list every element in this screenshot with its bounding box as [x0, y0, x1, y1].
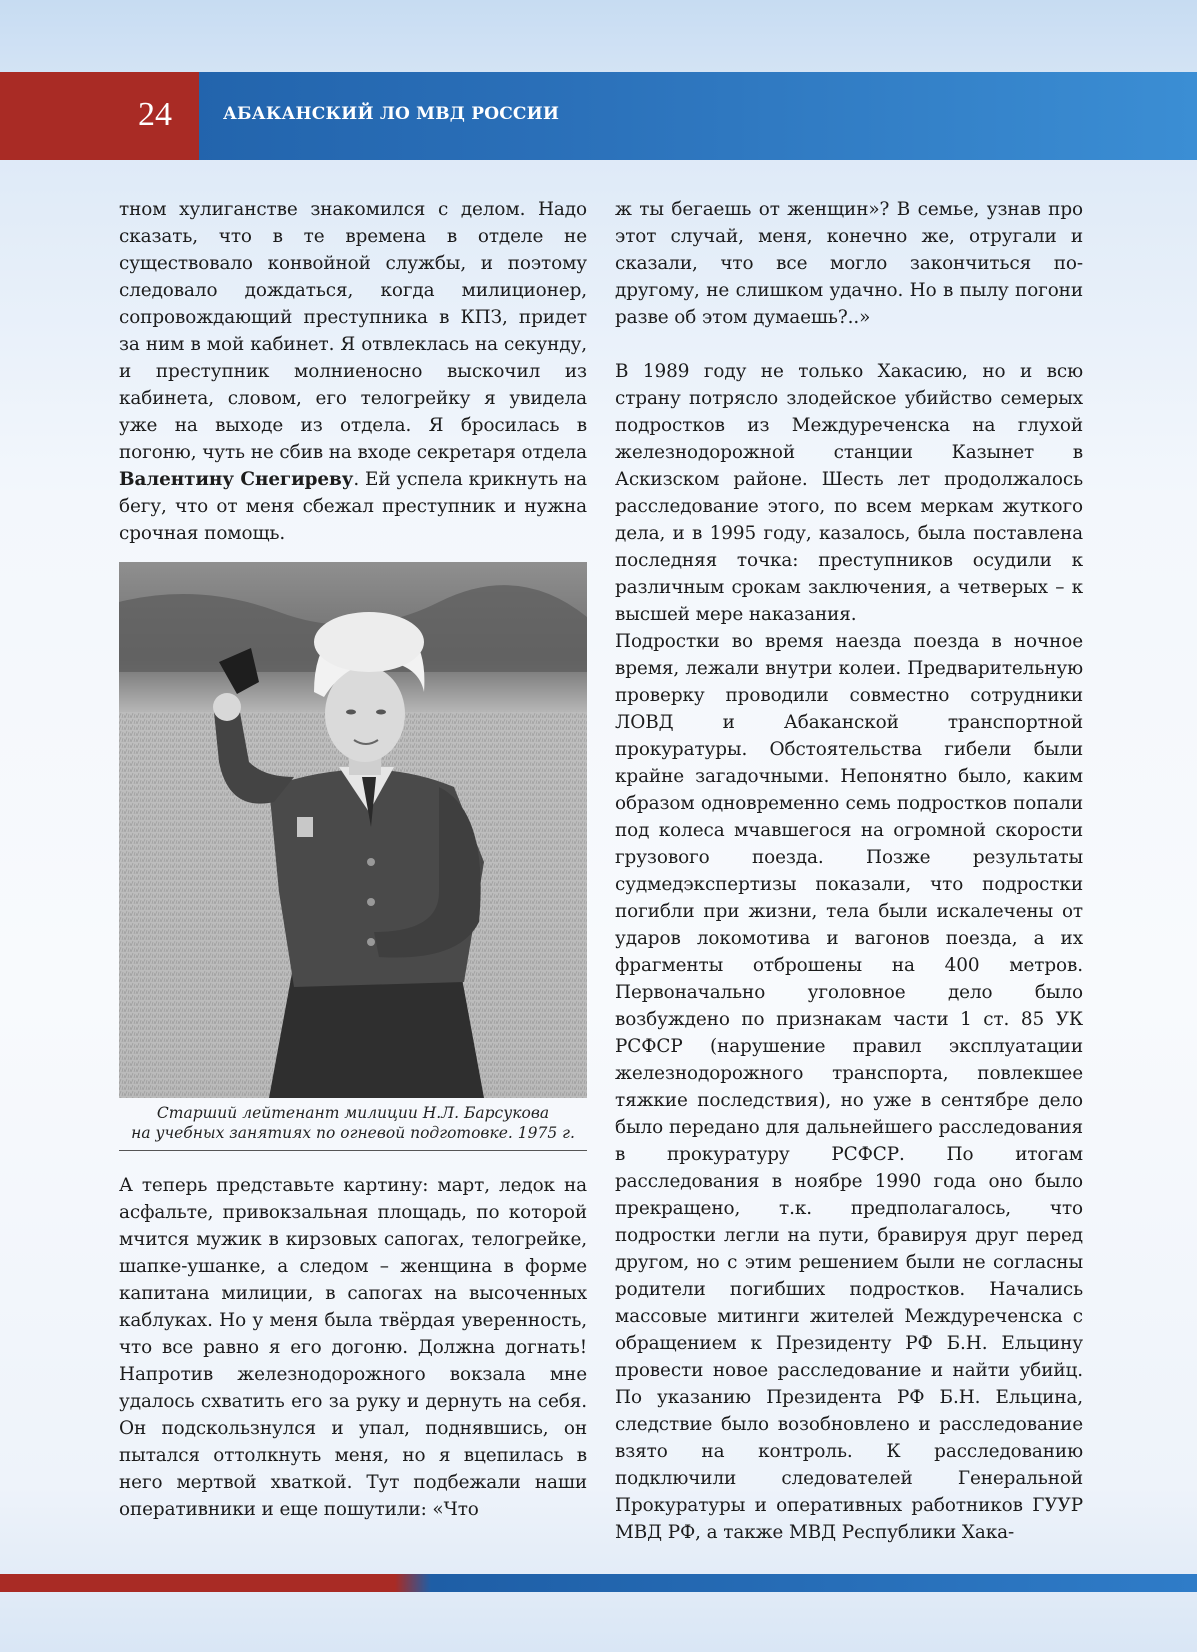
caption-divider: [119, 1150, 587, 1151]
article-paragraph: ж ты бегаешь от женщин»? В семье, узнав про этот случай, меня, конечно же, отругали и сказали, что все могло закончиться по-другому, не слишком удачно. Но в пылу погони разве об этом думаешь?..»: [615, 199, 1083, 328]
paragraph-gap: [615, 331, 1083, 358]
page-number: 24: [138, 96, 172, 133]
left-column-bottom-text: [119, 1172, 587, 1523]
article-paragraph: В 1989 году не только Хакасию, но и всю страну потрясло злодейское убийство семерых подростков из Междуреченска на глухой железнодорожной станции Казынет в Аскизском районе. Шесть лет продолжалось расследование этого, по всем меркам жуткого дела, и в 1995 году, казалось, была поставлена последняя точка: преступников осудили к различным срокам заключения, а четверых – к высшей мере наказания.: [615, 361, 1083, 625]
article-paragraph: [119, 196, 587, 547]
photo-caption-line: на учебных занятиях по огневой подготовке. 1975 г.: [131, 1124, 575, 1142]
photo-caption-line: Старший лейтенант милиции Н.Л. Барсукова: [156, 1104, 550, 1122]
right-column-text: [615, 196, 1083, 1546]
paragraph-text: тном хулиганстве знакомился с делом. Надо сказать, что в те времена в отделе не существовало конвойной службы, и поэтому следовало дождаться, когда милиционер, сопровождающий преступника в КПЗ, придет за ним в мой кабинет. Я отвлеклась на секунду, и преступник молниеносно выскочил из кабинета, словом, его телогрейку я увидела уже на выходе из отдела. Я бросилась в погоню, чуть не сбив на входе секретаря отдела: [119, 199, 587, 463]
footer-band: [0, 1574, 1197, 1592]
left-column-top-text: [119, 196, 587, 547]
article-paragraph: А теперь представьте картину: март, ледок на асфальте, привокзальная площадь, по которой мчится мужик в кирзовых сапогах, телогрейке, шапке-ушанке, а следом – женщина в форме капитана милиции, в сапогах на высоченных каблуках. Но у меня была твёрдая уверенность, что все равно я его догоню. Должна догнать! Напротив железнодорожного вокзала мне удалось схватить его за руку и дернуть на себя. Он подскользнулся и упал, поднявшись, он пытался оттолкнуть меня, но я вцепилась в него мертвой хваткой. Тут подбежали наши оперативники и еще пошутили: «Что: [119, 1175, 587, 1520]
bold-name: Валентину Снегиреву: [119, 469, 354, 490]
paragraph-text: . Ей успела крикнуть на бегу, что от меня сбежал преступник и нужна срочная помощь.: [119, 469, 587, 544]
photo-caption: [119, 1103, 587, 1143]
article-paragraph: Подростки во время наезда поезда в ночное время, лежали внутри колеи. Предварительную проверку проводили совместно сотрудники ЛОВД и Абаканской транспортной прокуратуры. Обстоятельства гибели были крайне загадочными. Непонятно было, каким образом одновременно семь подростков попали под колеса мчавшегося на огромной скорости грузового поезда. Позже результаты судмедэкспертизы показали, что подростки погибли при жизни, тела были искалечены от ударов локомотива и вагонов поезда, а их фрагменты отброшены на 400 метров. Первоначально уголовное дело было возбуждено по признакам части 1 ст. 85 УК РСФСР (нарушение правил эксплуатации железнодорожного транспорта, повлекшее тяжкие последствия), но уже в сентябре дело было передано для дальнейшего расследования в прокуратуру РСФСР. По итогам расследования в ноябре 1990 года оно было прекращено, т.к. предполагалось, что подростки легли на пути, бравируя друг перед другом, но с этим решением были не согласны родители погибших подростков. Начались массовые митинги жителей Междуреченска с обращением к Президенту РФ Б.Н. Ельцину провести новое расследование и найти убийц. По указанию Президента РФ Б.Н. Ельцина, следствие было возобновлено и расследование взято на контроль. К расследованию подключили следователей Генеральной Прокуратуры и оперативных работников ГУУР МВД РФ, а также МВД Республики Хака-: [615, 631, 1083, 1543]
publication-title: АБАКАНСКИЙ ЛО МВД РОССИИ: [223, 104, 560, 124]
officer-photo-illustration: [119, 562, 587, 1098]
officer-photo: [119, 562, 587, 1098]
